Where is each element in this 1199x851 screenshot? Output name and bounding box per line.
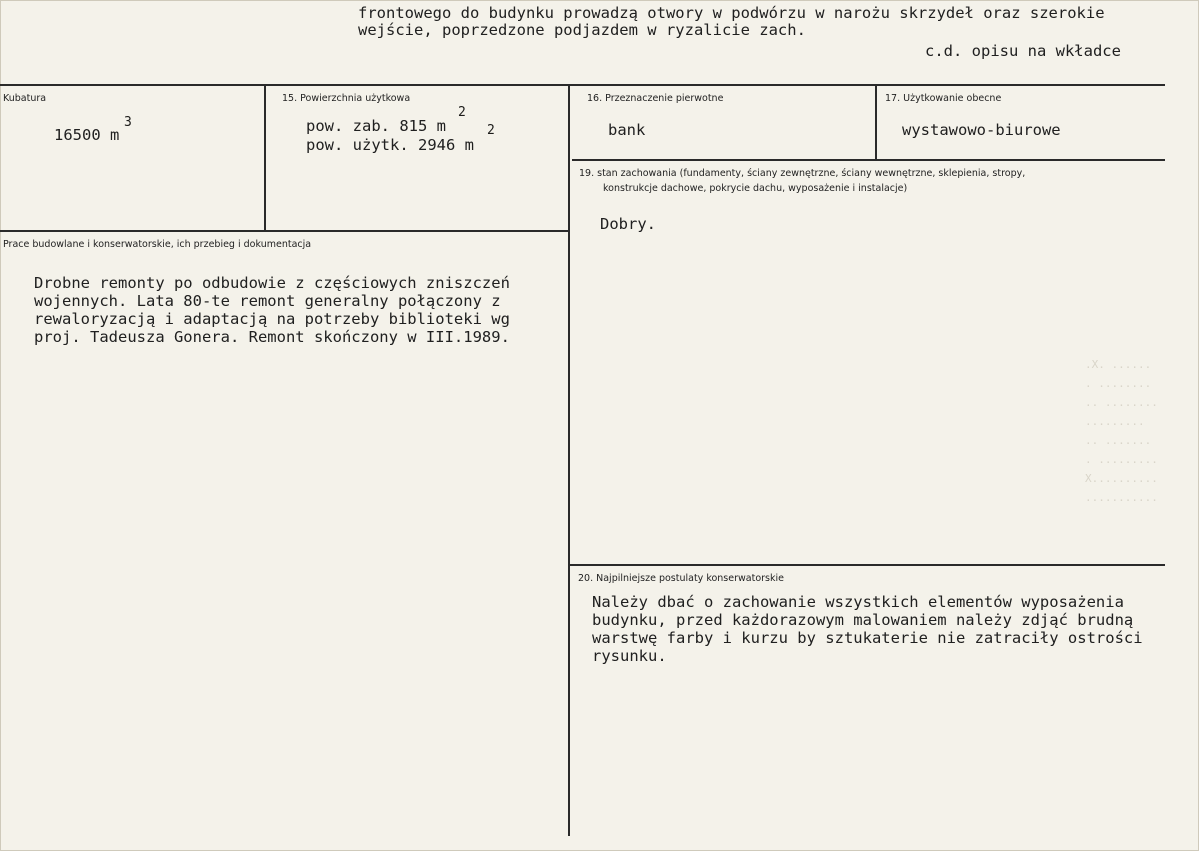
powierzchnia-line-2: pow. użytk. 2946 m: [306, 136, 474, 154]
divider-under-kubatura: [0, 230, 570, 232]
powierzchnia-exp-2: 2: [487, 123, 495, 138]
show-through-marks: .X. ...... . ........ .. ........ ......... .. ....... . ......... X.......... ...........: [1085, 358, 1158, 504]
uzytkowanie-value: wystawowo-biurowe: [902, 121, 1061, 139]
divider-above-20: [570, 564, 1165, 566]
kubatura-label: Kubatura: [3, 93, 47, 104]
top-text-line-1: frontowego do budynku prowadzą otwory w podwórzu w narożu skrzydeł oraz szerokie: [358, 4, 1105, 22]
kubatura-exponent: 3: [124, 115, 132, 130]
kubatura-value: 16500 m: [54, 126, 120, 144]
top-text-line-2: wejście, poprzedzone podjazdem w ryzalicie zach.: [358, 21, 806, 39]
prace-line-2: wojennych. Lata 80-te remont generalny połączony z: [34, 292, 501, 310]
divider-v-kubatura: [264, 84, 266, 231]
powierzchnia-line-1: pow. zab. 815 m: [306, 117, 446, 135]
stan-label-line-1: 19. stan zachowania (fundamenty, ściany zewnętrzne, ściany wewnętrzne, sklepienia, stropy,: [579, 168, 1026, 179]
postulaty-line-3: warstwę farby i kurzu by sztukaterie nie zatraciły ostrości: [592, 629, 1143, 647]
przeznaczenie-value: bank: [608, 121, 646, 139]
prace-line-1: Drobne remonty po odbudowie z częściowych zniszczeń: [34, 274, 510, 292]
divider-under-16-17: [572, 159, 1165, 161]
continuation-note: c.d. opisu na wkładce: [925, 42, 1121, 60]
postulaty-line-4: rysunku.: [592, 647, 667, 665]
stan-value: Dobry.: [600, 215, 656, 233]
prace-line-4: proj. Tadeusza Gonera. Remont skończony w III.1989.: [34, 328, 510, 346]
divider-v-16-17: [875, 84, 877, 160]
postulaty-line-2: budynku, przed każdorazowym malowaniem należy zdjąć brudną: [592, 611, 1134, 629]
prace-label: Prace budowlane i konserwatorskie, ich przebieg i dokumentacja: [3, 239, 312, 250]
postulaty-line-1: Należy dbać o zachowanie wszystkich elementów wyposażenia: [592, 593, 1124, 611]
uzytkowanie-label: 17. Użytkowanie obecne: [885, 93, 1002, 104]
prace-line-3: rewaloryzacją i adaptacją na potrzeby biblioteki wg: [34, 310, 510, 328]
divider-top: [0, 84, 1165, 86]
przeznaczenie-label: 16. Przeznaczenie pierwotne: [587, 93, 724, 104]
postulaty-label: 20. Najpilniejsze postulaty konserwatorskie: [578, 573, 784, 584]
powierzchnia-exp-1: 2: [458, 105, 466, 120]
powierzchnia-label: 15. Powierzchnia użytkowa: [282, 93, 411, 104]
divider-v-main: [568, 84, 570, 836]
stan-label-line-2: konstrukcje dachowe, pokrycie dachu, wyposażenie i instalacje): [603, 183, 908, 194]
